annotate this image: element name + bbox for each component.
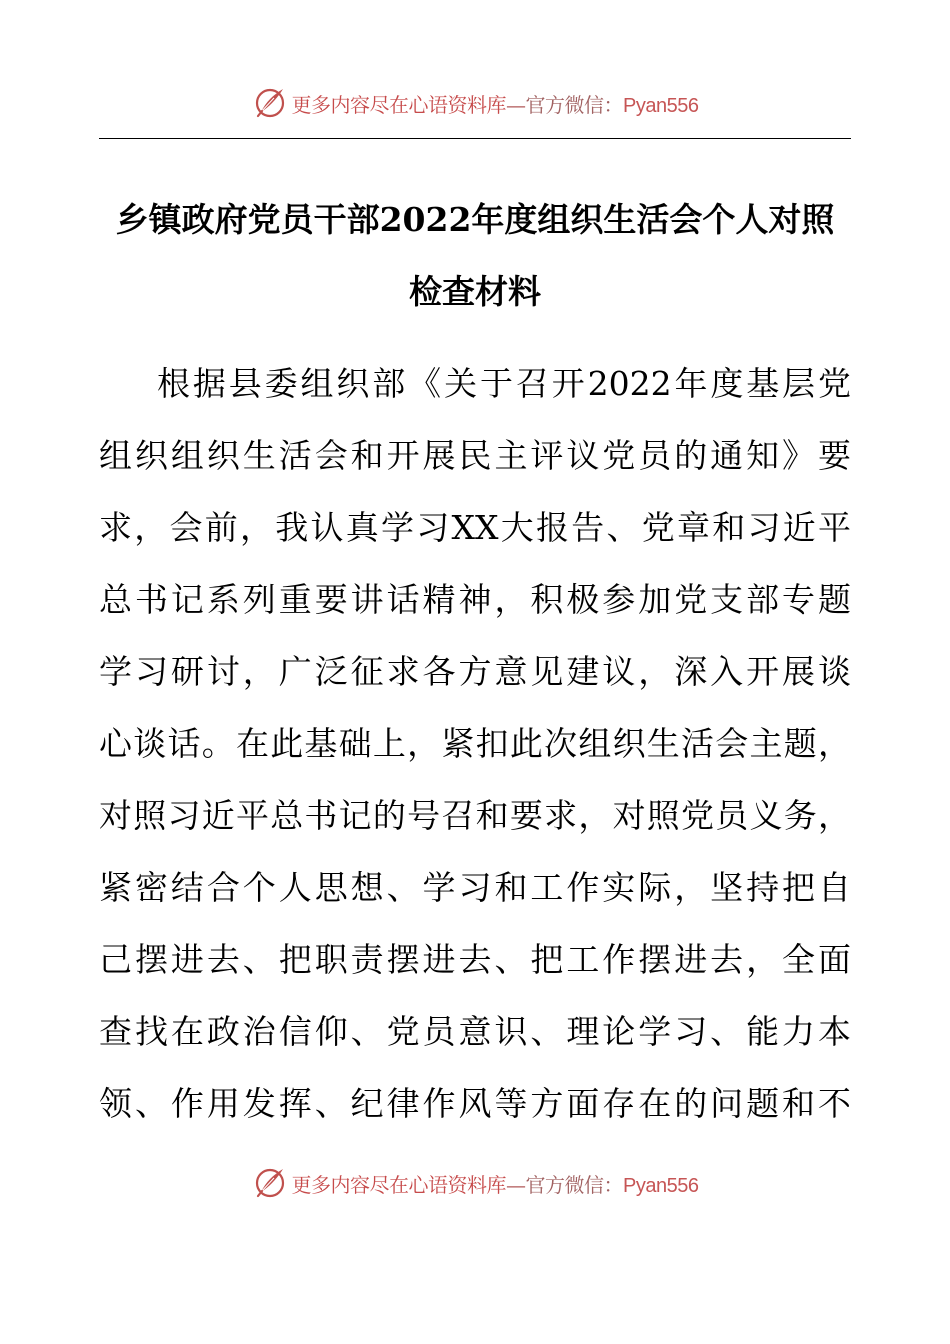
paragraph-line: 学习研讨，广泛征求各方意见建议，深入开展谈 bbox=[99, 652, 851, 691]
paragraph-line: 查找在政治信仰、党员意识、理论学习、能力本 bbox=[99, 1012, 851, 1051]
paragraph-line: 组织组织生活会和开展民主评议党员的通知》要 bbox=[99, 436, 851, 475]
paragraph-line: 对照习近平总书记的号召和要求，对照党员义务， bbox=[99, 796, 851, 835]
watermark-group bbox=[252, 85, 699, 121]
paragraph-line: 求，会前，我认真学习XX大报告、党章和习近平 bbox=[99, 508, 851, 547]
header-watermark bbox=[0, 83, 950, 123]
watermark-dash: — bbox=[506, 1172, 526, 1197]
paragraph-line: 心谈话。在此基础上，紧扣此次组织生活会主题， bbox=[99, 724, 851, 763]
body-paragraph bbox=[99, 348, 851, 1140]
title-line-1: 乡镇政府党员干部2022年度组织生活会个人对照 bbox=[115, 200, 835, 239]
footer-watermark bbox=[0, 1163, 950, 1203]
watermark-wechat-label: 官方微信： bbox=[525, 92, 624, 117]
watermark-site-text: 更多内容尽在心语资料库 bbox=[291, 92, 507, 117]
document-title bbox=[99, 184, 851, 328]
watermark-text bbox=[292, 1169, 699, 1198]
paragraph-line: 领、作用发挥、纪律作风等方面存在的问题和不 bbox=[99, 1084, 851, 1123]
watermark-group bbox=[252, 1165, 699, 1201]
watermark-site-text: 更多内容尽在心语资料库 bbox=[291, 1172, 507, 1197]
watermark-text bbox=[292, 89, 699, 118]
paragraph-line: 根据县委组织部《关于召开2022年度基层党 bbox=[157, 364, 851, 403]
feather-pen-logo-icon bbox=[252, 1165, 288, 1201]
feather-pen-logo-icon bbox=[252, 85, 288, 121]
watermark-dash: — bbox=[506, 92, 526, 117]
title-line-2: 检查材料 bbox=[409, 272, 541, 311]
watermark-wechat-id: Pyan556 bbox=[623, 1174, 699, 1197]
paragraph-line: 紧密结合个人思想、学习和工作实际，坚持把自 bbox=[99, 868, 851, 907]
watermark-wechat-id: Pyan556 bbox=[623, 94, 699, 117]
watermark-wechat-label: 官方微信： bbox=[525, 1172, 624, 1197]
header-divider bbox=[99, 138, 851, 139]
paragraph-line: 总书记系列重要讲话精神，积极参加党支部专题 bbox=[99, 580, 851, 619]
paragraph-line: 己摆进去、把职责摆进去、把工作摆进去，全面 bbox=[99, 940, 851, 979]
